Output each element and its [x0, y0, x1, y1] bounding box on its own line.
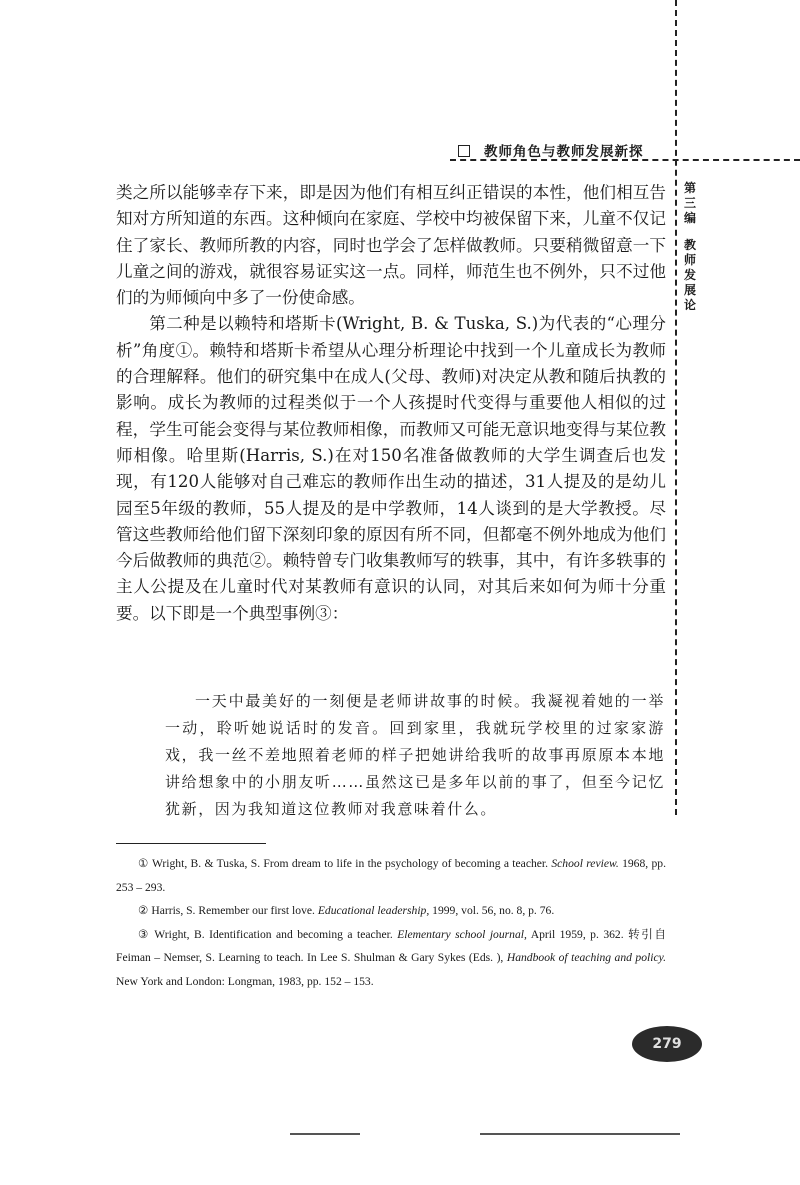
- paragraph-continued: 类之所以能够幸存下来，即是因为他们有相互纠正错误的本性，他们相互告知对方所知道的东西。这种倾向在家庭、学校中均被保留下来，儿童不仅记住了家长、教师所教的内容，同时也学会了怎样做教师。只要稍微留意一下儿童之间的游戏，就很容易证实这一点。同样，师范生也不例外，只不过他们的为师倾向中多了一份使命感。: [116, 183, 666, 308]
- scan-artifact: [290, 1133, 360, 1135]
- footnote-mark: ②: [138, 904, 149, 917]
- footnote-mark: ①: [138, 857, 149, 870]
- footnote-2: [116, 899, 666, 923]
- footnote-3: [116, 923, 666, 994]
- footnote-text: Wright, B. & Tuska, S. From dream to life in the psychology of becoming a teacher.: [151, 857, 549, 870]
- side-section-tab: [682, 181, 698, 313]
- side-tab-section: 教师发展论: [683, 238, 696, 312]
- footnotes: [116, 852, 666, 993]
- footnote-journal: School review.: [551, 857, 619, 870]
- footnote-rule: [116, 843, 266, 844]
- footnote-text: Wright, B. Identification and becoming a teacher.: [154, 927, 393, 941]
- running-header: [458, 140, 644, 160]
- block-quote: [165, 688, 665, 823]
- header-title: 教师角色与教师发展新探: [484, 144, 644, 160]
- footnote-mark: ③: [138, 927, 150, 941]
- footnote-rest: 1968, pp. 253 – 293.: [116, 857, 666, 894]
- margin-dashed-vertical: [675, 0, 677, 815]
- footnote-journal: Elementary school journal,: [397, 927, 527, 941]
- paragraph-second-type: 第二种是以赖特和塔斯卡(Wright, B. & Tuska, S.)为代表的“心理分析”角度①。赖特和塔斯卡希望从心理分析理论中找到一个儿童成长为教师的合理解释。他们的研究集中在成人(父母、教师)对决定从教和随后执教的影响。成长为教师的过程类似于一个人孩提时代变得与重要他人相似的过程，学生可能会变得与某位教师相像，而教师又可能无意识地变得与某位教师相像。哈里斯(Harris, S.)在对150名准备做教师的大学生调查后也发现，有120人能够对自己难忘的教师作出生动的描述，31人提及的是幼儿园至5年级的教师，55人提及的是中学教师，14人谈到的是大学教授。尽管这些教师给他们留下深刻印象的原因有所不同，但都毫不例外地成为他们今后做教师的典范②。赖特曾专门收集教师写的轶事，其中，有许多轶事的主人公提及在儿童时代对某教师有意识的认同，对其后来如何为师十分重要。以下即是一个典型事例③：: [116, 314, 666, 623]
- page-number-badge: 279: [632, 1026, 702, 1062]
- footnote-rest2: New York and London: Longman, 1983, pp. 152 – 153.: [116, 974, 374, 988]
- footnote-1: [116, 852, 666, 899]
- header-square-icon: [458, 145, 470, 157]
- footnote-text: Harris, S. Remember our first love.: [151, 904, 315, 917]
- scan-artifact: [480, 1133, 680, 1135]
- footnote-rest: April 1959, p. 362. 转引自 Feiman – Nemser, S. Learning to teach. In Lee S. Shulman & Gary Sykes (Eds. ),: [116, 927, 667, 964]
- footnote-book: Handbook of teaching and policy.: [506, 951, 667, 964]
- quote-text: 一天中最美好的一刻便是老师讲故事的时候。我凝视着她的一举一动，聆听她说话时的发音。回到家里，我就玩学校里的过家家游戏，我一丝不差地照着老师的样子把她讲给我听的故事再原原本本地讲给想象中的小朋友听……虽然这已是多年以前的事了，但至今记忆犹新，因为我知道这位教师对我意味着什么。: [165, 692, 665, 818]
- body-text: [116, 180, 666, 627]
- side-tab-part: 第三编: [683, 181, 696, 225]
- footnote-rest: 1999, vol. 56, no. 8, p. 76.: [432, 904, 555, 917]
- footnote-journal: Educational leadership,: [317, 904, 430, 917]
